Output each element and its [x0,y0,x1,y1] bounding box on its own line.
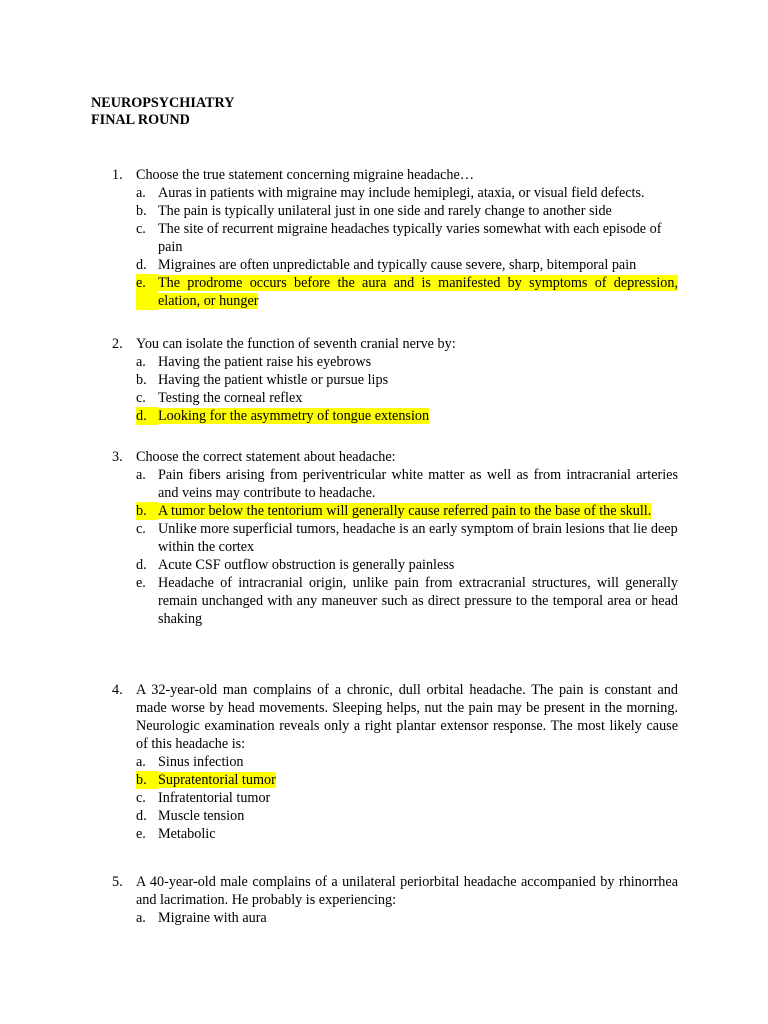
option-letter: b. [136,502,158,520]
question-number: 1. [112,167,123,183]
option-item [136,371,678,389]
option-letter: e. [136,575,146,591]
option-item [136,466,678,502]
document-subtitle: FINAL ROUND [91,112,190,128]
option-item [136,220,678,256]
option-text: Metabolic [158,826,216,842]
option-text: The pain is typically unilateral just in one side and rarely change to another side [158,203,612,219]
option-text: Acute CSF outflow obstruction is generally painless [158,557,455,573]
option-item [136,256,678,274]
option-text-highlighted: Looking for the asymmetry of tongue extension [158,408,430,424]
question-number: 3. [112,449,123,465]
option-letter: a. [136,754,146,770]
question-3 [112,448,678,628]
question-text: You can isolate the function of seventh cranial nerve by: [136,336,456,352]
option-item [136,807,678,825]
question-number: 5. [112,874,123,890]
option-letter: c. [136,221,146,237]
option-item [136,909,678,927]
option-letter: c. [136,790,146,806]
question-5 [112,873,678,927]
option-text: Having the patient raise his eyebrows [158,354,372,370]
document-header [91,95,235,129]
option-letter: b. [136,203,147,219]
option-text: Testing the corneal reflex [158,390,303,406]
option-letter: a. [136,185,146,201]
option-text: Pain fibers arising from periventricular white matter as well as from intracranial arteries and veins may contribute to headache. [158,467,678,501]
option-item [136,789,678,807]
option-letter: b. [136,771,158,789]
option-item [136,202,678,220]
option-text: Muscle tension [158,808,245,824]
option-text: Sinus infection [158,754,244,770]
option-letter: c. [136,390,146,406]
option-item [136,353,678,371]
option-text: Having the patient whistle or pursue lips [158,372,389,388]
option-item-highlighted [136,771,678,789]
option-text: Migraines are often unpredictable and typically cause severe, sharp, bitemporal pain [158,257,637,273]
option-item [136,520,678,556]
option-letter: d. [136,257,147,273]
document-title: NEUROPSYCHIATRY [91,95,235,111]
question-2 [112,335,678,425]
option-letter: a. [136,467,146,483]
question-number: 4. [112,682,123,698]
option-item [136,753,678,771]
option-text: Infratentorial tumor [158,790,271,806]
option-list [112,466,678,628]
option-letter: d. [136,557,147,573]
option-item [136,389,678,407]
option-letter: e. [136,274,158,310]
option-list [112,753,678,843]
option-text-highlighted: Supratentorial tumor [158,772,276,788]
option-item-highlighted [136,407,678,425]
option-text-highlighted: A tumor below the tentorium will generally cause referred pain to the base of the skull. [158,503,652,519]
option-letter: e. [136,826,146,842]
option-letter: d. [136,407,158,425]
option-text: Auras in patients with migraine may include hemiplegi, ataxia, or visual field defects. [158,185,645,201]
question-number: 2. [112,336,123,352]
option-item [136,825,678,843]
question-text: A 32-year-old man complains of a chronic, dull orbital headache. The pain is constant and made worse by head movements. Sleeping helps, nut the pain may be present in the morning. Neurologic examination reveals only a right plantar extensor response. The most likely cause of this headache is: [136,682,678,752]
question-4 [112,681,678,843]
option-list [112,353,678,425]
question-text: A 40-year-old male complains of a unilateral periorbital headache accompanied by rhinorrhea and lacrimation. He probably is experiencing: [136,874,678,908]
option-list [112,909,678,927]
option-list [112,184,678,310]
option-text: Migraine with aura [158,910,267,926]
option-letter: b. [136,372,147,388]
option-letter: d. [136,808,147,824]
option-text: Unlike more superficial tumors, headache is an early symptom of brain lesions that lie deep within the cortex [158,521,678,555]
question-text: Choose the true statement concerning migraine headache… [136,167,475,183]
option-text-highlighted: The prodrome occurs before the aura and is manifested by symptoms of depression, elation, or hunger [158,275,678,309]
option-text: The site of recurrent migraine headaches typically varies somewhat with each episode of pain [158,221,662,255]
option-item [136,184,678,202]
option-letter: a. [136,354,146,370]
question-text: Choose the correct statement about headache: [136,449,396,465]
option-text: Headache of intracranial origin, unlike pain from extracranial structures, will generally remain unchanged with any maneuver such as direct pressure to the temporal area or head shaking [158,575,678,627]
option-item-highlighted [136,502,678,520]
option-item [136,556,678,574]
question-1 [112,166,678,310]
option-item-highlighted [136,274,678,310]
option-letter: a. [136,910,146,926]
option-letter: c. [136,521,146,537]
option-item [136,574,678,628]
